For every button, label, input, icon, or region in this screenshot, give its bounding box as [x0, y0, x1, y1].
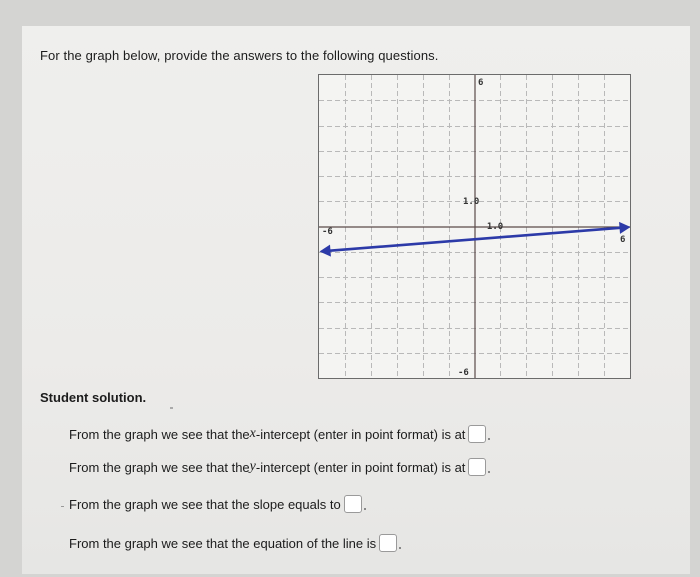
coordinate-graph: [318, 74, 631, 379]
question-prompt: For the graph below, provide the answers to the following questions.: [40, 48, 439, 63]
question-text-start: From the graph we see that the: [69, 459, 250, 475]
box-marker: [488, 471, 490, 473]
stray-mark: [61, 506, 64, 507]
stray-mark: [170, 407, 173, 409]
box-marker: [488, 438, 490, 440]
x-intercept-question: [69, 425, 490, 443]
graph-svg: [319, 75, 630, 378]
variable-x: x: [249, 426, 256, 441]
y-axis-min-label: -6: [458, 368, 469, 378]
slope-question: [69, 495, 366, 513]
line-arrow-right: [619, 222, 630, 234]
box-marker: [399, 547, 401, 549]
question-text-start: From the graph we see that the: [69, 426, 250, 442]
question-text-end: -intercept (enter in point format) is at: [255, 426, 466, 442]
question-text: From the graph we see that the equation of the line is: [69, 535, 377, 551]
x-axis-min-label: -6: [322, 227, 333, 237]
y-unit-label: 1.0: [463, 197, 480, 207]
variable-y: y: [249, 459, 256, 474]
equation-answer-input[interactable]: [379, 534, 397, 552]
y-intercept-question: [69, 458, 490, 476]
x-axis-max-label: 6: [620, 235, 626, 245]
question-text-end: -intercept (enter in point format) is at: [255, 459, 466, 475]
student-solution-heading: Student solution.: [40, 390, 147, 405]
x-unit-label: 1.0: [486, 222, 504, 232]
x-intercept-answer-input[interactable]: [468, 425, 486, 443]
slope-answer-input[interactable]: [344, 495, 362, 513]
y-axis-max-label: 6: [478, 78, 484, 88]
box-marker: [364, 508, 366, 510]
equation-question: [69, 534, 401, 552]
y-intercept-answer-input[interactable]: [468, 458, 486, 476]
question-text: From the graph we see that the slope equals to: [69, 496, 341, 512]
line-arrow-left: [320, 245, 331, 257]
